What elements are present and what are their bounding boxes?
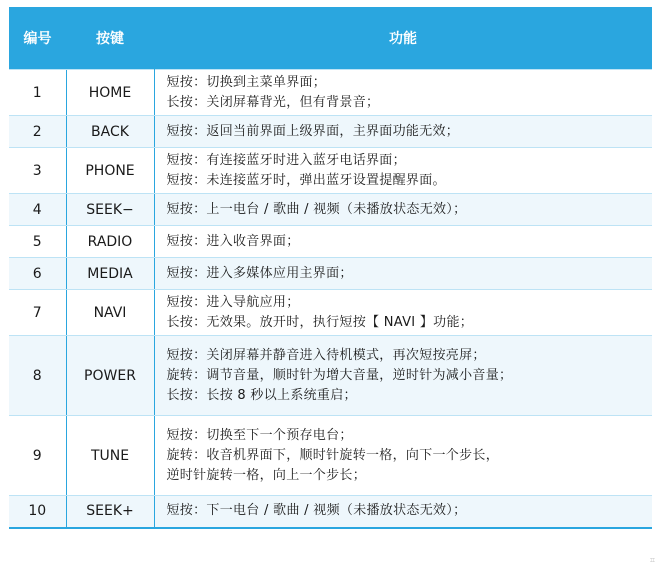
function-line: 长按：长按 8 秒以上系统重启；	[166, 387, 357, 403]
row-key-name: SEEK−	[66, 194, 154, 226]
row-number: 2	[9, 116, 66, 148]
function-line: 短按：有连接蓝牙时进入蓝牙电话界面；	[166, 152, 406, 168]
row-key-name: NAVI	[66, 290, 154, 336]
row-function-description	[154, 496, 652, 528]
row-key-name: BACK	[66, 116, 154, 148]
row-number: 10	[9, 496, 66, 528]
function-line: 旋转：调节音量，顺时针为增大音量，逆时针为减小音量；	[166, 367, 513, 383]
function-line: 短按：未连接蓝牙时，弹出蓝牙设置提醒界面。	[166, 172, 446, 188]
row-number: 6	[9, 258, 66, 290]
row-function-description	[154, 194, 652, 226]
table-row	[9, 148, 652, 194]
function-line: 短按：进入收音界面；	[166, 233, 300, 249]
row-key-name: TUNE	[66, 416, 154, 496]
row-function-description	[154, 70, 652, 116]
row-number: 4	[9, 194, 66, 226]
row-number: 8	[9, 336, 66, 416]
row-key-name: MEDIA	[66, 258, 154, 290]
row-function-description	[154, 336, 652, 416]
header-function: 功能	[154, 7, 652, 70]
function-line: 短按：下一电台 / 歌曲 / 视频（未播放状态无效）；	[166, 503, 467, 519]
function-line: 长按：无效果。放开时，执行短按【 NAVI 】功能；	[166, 314, 474, 330]
row-key-name: RADIO	[66, 226, 154, 258]
table-row	[9, 116, 652, 148]
function-line: 短按：切换至下一个预存电台；	[166, 427, 353, 443]
row-key-name: POWER	[66, 336, 154, 416]
row-function-description	[154, 416, 652, 496]
function-line: 短按：进入导航应用；	[166, 294, 300, 310]
row-number: 5	[9, 226, 66, 258]
table-row	[9, 70, 652, 116]
row-number: 7	[9, 290, 66, 336]
row-key-name: SEEK+	[66, 496, 154, 528]
function-line: 短按：返回当前界面上级界面，主界面功能无效；	[166, 123, 460, 139]
table-row	[9, 258, 652, 290]
header-key: 按键	[66, 7, 154, 70]
function-line: 短按：上一电台 / 歌曲 / 视频（未播放状态无效）；	[166, 201, 467, 217]
table-row	[9, 336, 652, 416]
table-row	[9, 416, 652, 496]
table-row	[9, 290, 652, 336]
row-function-description	[154, 258, 652, 290]
function-line: 短按：进入多媒体应用主界面；	[166, 265, 353, 281]
table-row	[9, 496, 652, 528]
table-row	[9, 226, 652, 258]
table-header	[9, 7, 652, 70]
row-number: 3	[9, 148, 66, 194]
table-body	[9, 70, 652, 528]
row-number: 9	[9, 416, 66, 496]
row-function-description	[154, 116, 652, 148]
function-line: 逆时针旋转一格，向上一个步长；	[166, 467, 367, 483]
function-line: 短按：关闭屏幕并静音进入待机模式，再次短按亮屏；	[166, 347, 486, 363]
row-key-name: HOME	[66, 70, 154, 116]
row-function-description	[154, 148, 652, 194]
key-function-table	[9, 7, 652, 529]
header-row	[9, 7, 652, 70]
watermark-logo: ⌗	[649, 556, 655, 566]
function-line: 旋转：收音机界面下，顺时针旋转一格，向下一个步长，	[166, 447, 500, 463]
row-function-description	[154, 290, 652, 336]
row-number: 1	[9, 70, 66, 116]
key-function-table-wrapper	[9, 7, 652, 529]
table-row	[9, 194, 652, 226]
function-line: 短按：切换到主菜单界面；	[166, 74, 327, 90]
row-key-name: PHONE	[66, 148, 154, 194]
row-function-description	[154, 226, 652, 258]
header-number: 编号	[9, 7, 66, 70]
function-line: 长按：关闭屏幕背光，但有背景音；	[166, 94, 380, 110]
